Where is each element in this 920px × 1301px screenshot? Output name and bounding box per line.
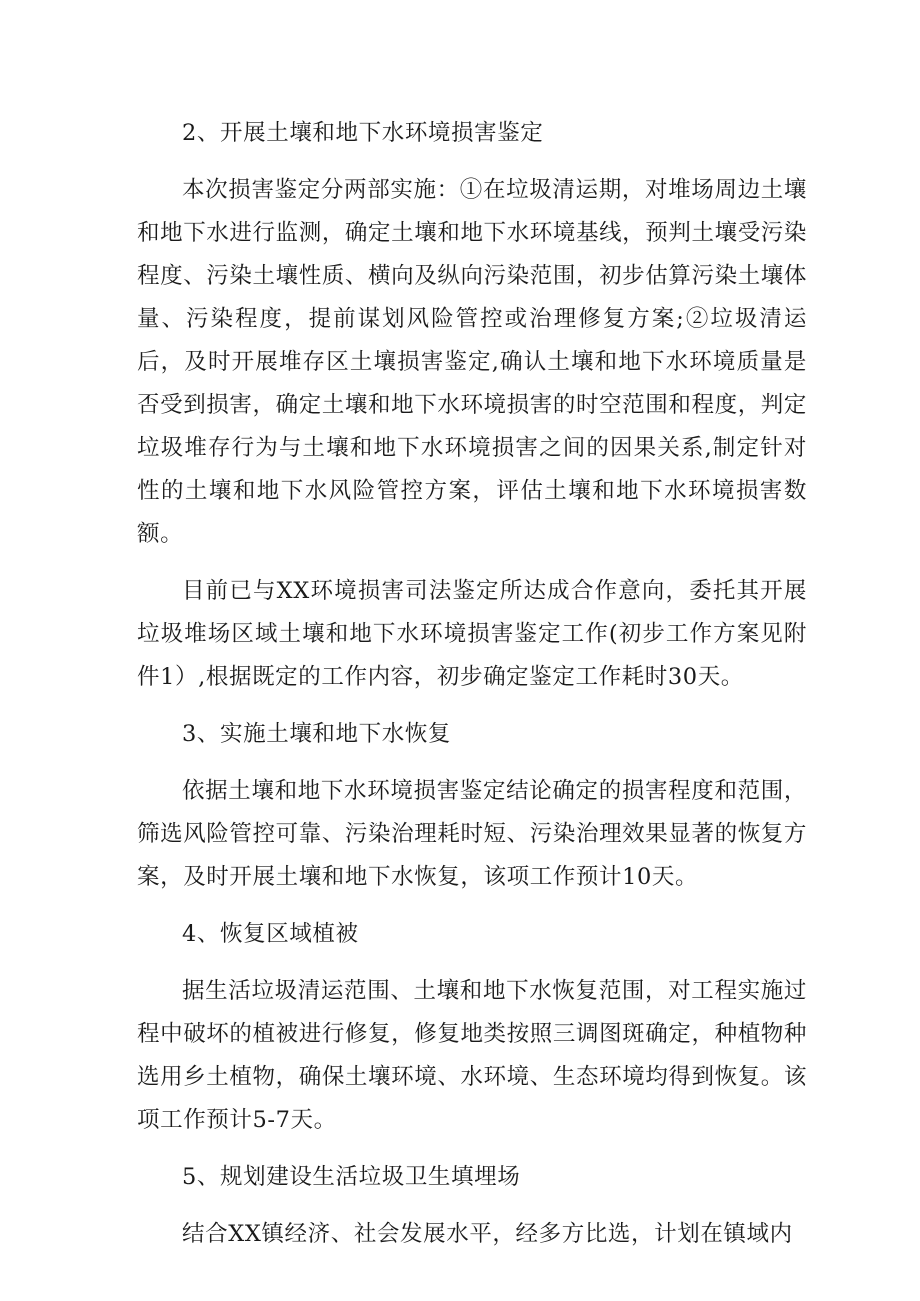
paragraph-vegetation: 据生活垃圾清运范围、土壤和地下水恢复范围，对工程实施过程中破坏的植被进行修复，修复地类按照三调图斑确定，种植物种选用乡土植物，确保土壤环境、水环境、生态环境均得到恢复。该项工作预计5-7天。 bbox=[137, 978, 807, 1133]
section-heading-3: 3、实施土壤和地下水恢复 bbox=[182, 721, 452, 747]
section-heading-2: 2、开展土壤和地下水环境损害鉴定 bbox=[182, 120, 544, 146]
paragraph-landfill-plan: 结合XX镇经济、社会发展水平，经多方比选，计划在镇域内 bbox=[182, 1221, 793, 1247]
section-heading-5: 5、规划建设生活垃圾卫生填埋场 bbox=[182, 1164, 521, 1190]
paragraph-cooperation-intent: 目前已与XX环境损害司法鉴定所达成合作意向，委托其开展垃圾堆场区域土壤和地下水环境损害鉴定工作(初步工作方案见附件1）,根据既定的工作内容，初步确定鉴定工作耗时30天。 bbox=[137, 578, 807, 690]
paragraph-restoration: 依据土壤和地下水环境损害鉴定结论确定的损害程度和范围，筛选风险管控可靠、污染治理耗时短、污染治理效果显著的恢复方案，及时开展土壤和地下水恢复，该项工作预计10天。 bbox=[137, 778, 807, 890]
paragraph-damage-assessment-plan: 本次损害鉴定分两部实施：①在垃圾清运期，对堆场周边土壤和地下水进行监测，确定土壤和地下水环境基线，预判土壤受污染程度、污染土壤性质、横向及纵向污染范围，初步估算污染土壤体量、污染程度，提前谋划风险管控或治理修复方案;②垃圾清运后，及时开展堆存区土壤损害鉴定,确认土壤和地下水环境质量是否受到损害，确定土壤和地下水环境损害的时空范围和程度，判定垃圾堆存行为与土壤和地下水环境损害之间的因果关系,制定针对性的土壤和地下水风险管控方案，评估土壤和地下水环境损害数额。 bbox=[137, 177, 807, 547]
section-heading-4: 4、恢复区域植被 bbox=[182, 921, 359, 947]
document-page bbox=[137, 112, 807, 1256]
